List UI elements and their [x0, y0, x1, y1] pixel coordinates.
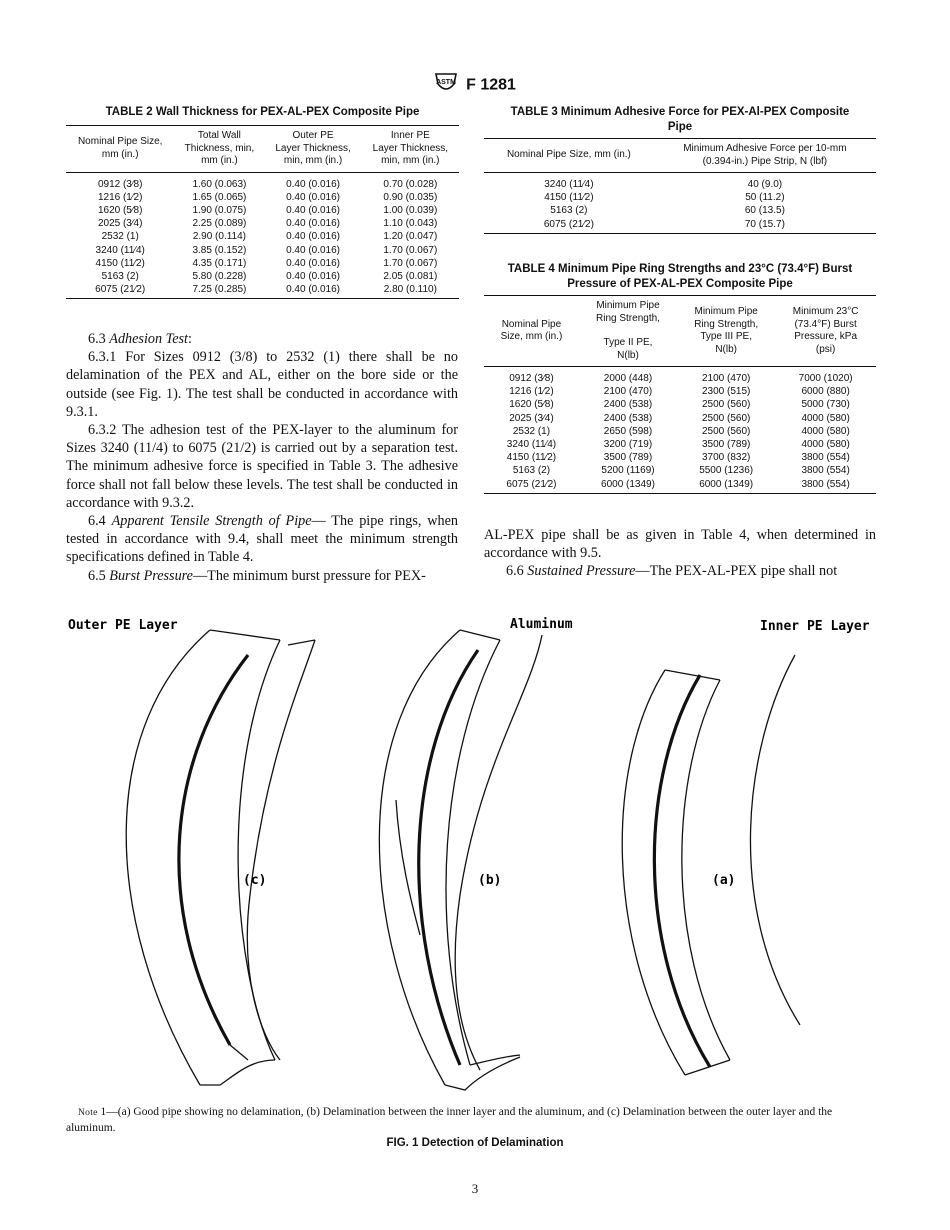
table-row	[484, 367, 876, 386]
table-row	[66, 204, 459, 217]
paragraph-6-5: 6.5 Burst Pressure—The minimum burst pressure for PEX-	[88, 567, 426, 584]
table-row	[484, 451, 876, 464]
table-cell: 0.90 (0.035)	[383, 191, 438, 203]
table-row	[66, 217, 459, 230]
table-cell: 6000 (1349)	[579, 478, 677, 494]
table-cell: 1.65 (0.065)	[192, 191, 247, 203]
table-cell: 0.40 (0.016)	[286, 204, 341, 216]
table-cell: 3800 (554)	[801, 465, 850, 477]
table-cell: 6000 (1349)	[677, 478, 775, 494]
table-row	[484, 173, 876, 192]
column-header: Minimum 23°C (73.4°F) Burst Pressure, kPa (psi)	[775, 296, 876, 367]
table-cell: 2025 (3⁄4)	[97, 218, 143, 230]
table-cell: 2.90 (0.114)	[192, 231, 246, 243]
table-cell: 2100 (470)	[701, 373, 751, 384]
column-header: Inner PE Layer Thickness, min, mm (in.)	[362, 126, 459, 173]
table-cell: 60 (13.5)	[744, 205, 785, 217]
table-cell: 40 (9.0)	[747, 179, 783, 190]
delamination-figure	[60, 605, 890, 1095]
table-cell: 3800 (554)	[775, 478, 876, 494]
table-cell: 2400 (538)	[603, 399, 653, 411]
label-aluminum: Aluminum	[510, 617, 573, 632]
table-3	[484, 105, 876, 234]
table-cell: 0.40 (0.016)	[264, 283, 361, 299]
table-cell: 6075 (21⁄2)	[484, 218, 654, 234]
table-cell: 3200 (719)	[603, 439, 653, 451]
table-cell: 4.35 (0.171)	[192, 257, 247, 269]
body-right-column	[484, 526, 876, 581]
table-3-grid	[484, 138, 876, 234]
table-cell: 0912 (3⁄8)	[509, 373, 554, 384]
column-header: Minimum Adhesive Force per 10-mm (0.394-in.) Pipe Strip, N (lbf)	[654, 139, 876, 173]
table-row	[484, 438, 876, 451]
header-row	[484, 139, 876, 173]
table-row	[484, 464, 876, 477]
table-cell: 1.70 (0.067)	[383, 244, 438, 256]
table-cell: 1.60 (0.063)	[192, 178, 247, 190]
table-cell: 5163 (2)	[512, 465, 551, 477]
table-4-grid	[484, 295, 876, 494]
page-header	[0, 72, 950, 99]
column-header: Minimum Pipe Ring Strength, Type III PE, N(lb)	[677, 296, 775, 367]
table-row	[484, 204, 876, 217]
table-row	[66, 244, 459, 257]
table-row	[484, 412, 876, 425]
table-row	[66, 283, 459, 299]
table-4	[484, 262, 876, 494]
figure-note	[66, 1105, 878, 1136]
pipe-section-c	[126, 630, 315, 1085]
table-cell: 2.80 (0.110)	[362, 283, 459, 299]
table-cell: 2000 (448)	[603, 373, 653, 384]
table-cell: 3500 (789)	[701, 439, 751, 451]
table-cell: 5200 (1169)	[601, 465, 655, 477]
table-cell: 3240 (11⁄4)	[544, 179, 594, 190]
pipe-section-b	[379, 630, 542, 1090]
figure-caption: FIG. 1 Detection of Delamination	[386, 1137, 564, 1149]
table-cell: 1216 (1⁄2)	[97, 191, 143, 203]
table-cell: 0.70 (0.028)	[383, 178, 438, 190]
table-cell: 2100 (470)	[603, 386, 653, 398]
table-cell: 6000 (880)	[801, 386, 850, 398]
table-row	[66, 230, 459, 243]
column-header: Nominal Pipe Size, mm (in.)	[484, 296, 579, 367]
table-cell: 2650 (598)	[603, 425, 653, 437]
table-cell: 70 (15.7)	[654, 218, 876, 234]
table-cell: 1.70 (0.067)	[383, 257, 438, 269]
paragraph-6-6: 6.6 Sustained Pressure—The PEX-AL-PEX pipe shall not	[506, 563, 838, 580]
table-cell: 3.85 (0.152)	[192, 244, 247, 256]
table-cell: 4000 (580)	[801, 425, 850, 437]
table-4-caption: TABLE 4 Minimum Pipe Ring Strengths and 23°C (73.4°F) Burst Pressure of PEX-AL-PEX Composite Pipe	[507, 263, 853, 290]
table-row	[484, 191, 876, 204]
column-header: Outer PE Layer Thickness, min, mm (in.)	[264, 126, 361, 173]
paragraph-6-3-2: 6.3.2 The adhesion test of the PEX-layer to the aluminum for Sizes 3240 (11/4) to 6075 (21/2) is carried out by a separation test. The minimum adhesive force is specified in Table 3. The adhesive force shall not fall below these levels. The test shall be conducted in accordance with 9.3.2.	[66, 422, 458, 511]
table-cell: 4150 (11⁄2)	[544, 192, 594, 204]
table-cell: 2500 (560)	[701, 399, 751, 411]
header-row	[66, 126, 459, 173]
table-cell: 0.40 (0.016)	[286, 191, 341, 203]
table-cell: 5163 (2)	[550, 205, 588, 217]
table-cell: 0.40 (0.016)	[286, 270, 341, 282]
table-cell: 1216 (1⁄2)	[509, 386, 554, 398]
pipe-section-a	[622, 655, 800, 1075]
label-a: (a)	[712, 873, 736, 888]
table-cell: 1620 (5⁄8)	[97, 204, 143, 216]
table-cell: 6075 (21⁄2)	[66, 283, 174, 299]
column-header: Total Wall Thickness, min, mm (in.)	[174, 126, 264, 173]
table-cell: 0.40 (0.016)	[286, 231, 341, 243]
document-designation: F 1281	[466, 76, 516, 94]
table-cell: 5163 (2)	[101, 270, 139, 282]
paragraph-6-4: 6.4 Apparent Tensile Strength of Pipe— The pipe rings, when tested in accordance with 9.4, shall meet the minimum strength specifications defined in Table 4.	[66, 513, 458, 566]
table-cell: 6075 (21⁄2)	[484, 478, 579, 494]
table-cell: 0.40 (0.016)	[286, 178, 341, 190]
table-cell: 5.80 (0.228)	[192, 270, 247, 282]
table-row	[484, 218, 876, 234]
paragraph-6-3-1: 6.3.1 For Sizes 0912 (3/8) to 2532 (1) there shall be no delamination of the PEX and AL, either on the bore side or the outside (see Fig. 1). The test shall be conducted in accordance with 9.3.1.	[66, 349, 458, 420]
table-row	[66, 270, 459, 283]
table-cell: 3500 (789)	[603, 452, 653, 464]
table-row	[66, 191, 459, 204]
table-cell: 7.25 (0.285)	[174, 283, 264, 299]
section-6-3-heading: 6.3 Adhesion Test:	[88, 331, 192, 347]
table-cell: 2300 (515)	[701, 386, 751, 398]
paragraph-6-5-continued: AL-PEX pipe shall be as given in Table 4, when determined in accordance with 9.5.	[484, 527, 876, 562]
table-cell: 3800 (554)	[801, 452, 850, 464]
table-2	[66, 105, 459, 299]
svg-text:ASTM: ASTM	[436, 79, 457, 86]
table-2-grid	[66, 125, 459, 299]
table-cell: 3700 (832)	[701, 452, 751, 464]
table-cell: 2400 (538)	[603, 412, 653, 424]
table-cell: 1.20 (0.047)	[383, 231, 438, 243]
table-cell: 1.10 (0.043)	[383, 218, 438, 230]
column-header: Nominal Pipe Size, mm (in.)	[484, 139, 654, 173]
table-cell: 2532 (1)	[101, 231, 139, 243]
column-header: Minimum Pipe Ring Strength, Type II PE, N(lb)	[579, 296, 677, 367]
table-cell: 0.40 (0.016)	[286, 218, 341, 230]
table-cell: 0912 (3⁄8)	[97, 178, 143, 190]
label-b: (b)	[478, 873, 502, 888]
table-cell: 0.40 (0.016)	[286, 257, 341, 269]
table-cell: 2532 (1)	[512, 425, 551, 437]
astm-logo-icon	[434, 72, 458, 99]
table-row	[484, 385, 876, 398]
table-cell: 5500 (1236)	[699, 465, 754, 477]
table-cell: 2500 (560)	[701, 412, 751, 424]
table-cell: 4150 (11⁄2)	[506, 452, 557, 464]
table-cell: 3240 (11⁄4)	[506, 439, 557, 451]
table-row	[484, 398, 876, 411]
table-cell: 2.05 (0.081)	[383, 270, 438, 282]
table-cell: 4150 (11⁄2)	[95, 257, 145, 269]
header-row	[484, 296, 876, 367]
table-row	[66, 172, 459, 191]
label-outer-pe-layer: Outer PE Layer	[68, 618, 178, 633]
table-cell: 4000 (580)	[801, 439, 850, 451]
table-cell: 1620 (5⁄8)	[509, 399, 554, 411]
table-row	[66, 257, 459, 270]
figure-1	[60, 605, 890, 1095]
table-row	[484, 478, 876, 494]
table-cell: 2500 (560)	[701, 425, 751, 437]
body-left-column	[66, 330, 458, 585]
column-header: Nominal Pipe Size, mm (in.)	[66, 126, 174, 173]
table-cell: 2025 (3⁄4)	[509, 412, 554, 424]
label-inner-pe-layer: Inner PE Layer	[760, 619, 870, 634]
table-cell: 1.00 (0.039)	[383, 204, 438, 216]
table-cell: 1.90 (0.075)	[192, 204, 247, 216]
table-cell: 50 (11.2)	[745, 192, 785, 204]
table-cell: 4000 (580)	[801, 412, 850, 424]
table-cell: 5000 (730)	[801, 399, 850, 411]
note-text: 1—(a) Good pipe showing no delamination, (b) Delamination between the inner layer and the aluminum, and (c) Delamination between the outer layer and the aluminum.	[66, 1106, 833, 1134]
note-lead: Note	[78, 1108, 98, 1118]
page-number: 3	[471, 1181, 479, 1196]
table-cell: 3240 (11⁄4)	[95, 244, 145, 256]
table-cell: 0.40 (0.016)	[286, 244, 341, 256]
table-3-caption: TABLE 3 Minimum Adhesive Force for PEX-Al-PEX Composite Pipe	[510, 106, 850, 133]
table-cell: 2.25 (0.089)	[192, 218, 247, 230]
table-row	[484, 425, 876, 438]
label-c: (c)	[243, 873, 267, 888]
table-cell: 7000 (1020)	[798, 373, 853, 384]
table-2-caption: TABLE 2 Wall Thickness for PEX-AL-PEX Composite Pipe	[105, 106, 420, 118]
